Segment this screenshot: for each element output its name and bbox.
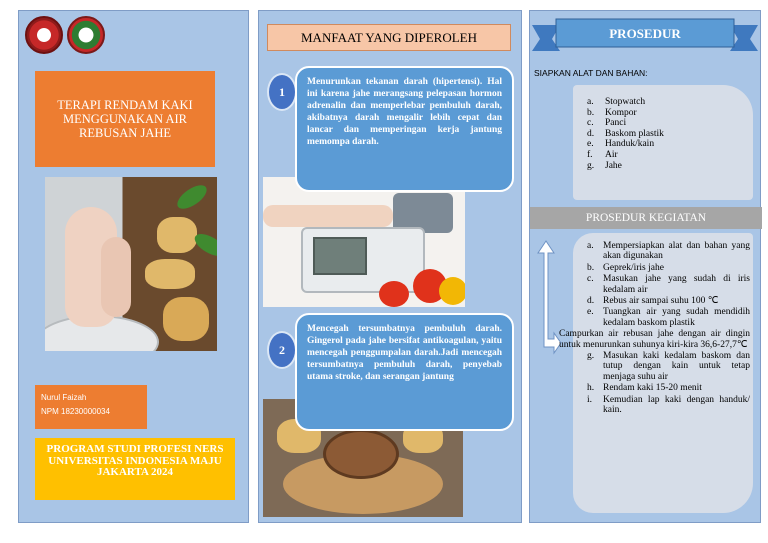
tools-list-item [587, 161, 664, 172]
tools-item-text: Baskom plastik [605, 128, 664, 139]
tools-item-text: Jahe [605, 160, 622, 171]
author-name: Nurul Faizah [41, 393, 87, 402]
panel-procedure [529, 10, 761, 523]
nursing-logo-icon [67, 16, 105, 54]
ginger-root [163, 297, 209, 341]
activity-step-letter: a. [587, 241, 594, 251]
tools-item-text: Handuk/kain [605, 139, 655, 150]
activity-step-letter: b. [587, 262, 595, 273]
activity-step [587, 274, 750, 295]
author-box [35, 385, 147, 429]
blood-pressure-photo [263, 177, 465, 307]
activity-step-text: Masukan jahe yang sudah di iris kedalam air [603, 274, 750, 295]
ginger-bowl [323, 429, 399, 479]
benefits-heading: MANFAAT YANG DIPEROLEH [267, 24, 511, 51]
ginger-slice [157, 217, 197, 253]
bp-screen [313, 237, 367, 275]
tools-item-text: Panci [605, 118, 627, 129]
activity-step-text: Geprek/iris jahe [603, 262, 664, 273]
tools-list-item [587, 118, 664, 129]
tools-item-letter: e. [587, 139, 594, 150]
arm [263, 205, 393, 227]
activity-step [587, 383, 750, 393]
activity-step-mix: Campurkan air rebusan jahe dengan air dingin untuk menurunkan suhunya kiri-kira 36,6-27,7℃ [559, 329, 750, 350]
tools-item-letter: c. [587, 118, 594, 129]
benefit-number-1: 1 [267, 73, 297, 111]
tools-list-item [587, 108, 664, 119]
activity-step-letter: e. [587, 307, 594, 318]
activity-step [587, 395, 750, 416]
author-npm: NPM 18230000034 [41, 407, 110, 416]
panel-cover [18, 10, 249, 523]
program-box: PROGRAM STUDI PROFESI NERS UNIVERSITAS INDONESIA MAJU JAKARTA 2024 [35, 438, 235, 500]
activity-step [587, 241, 750, 262]
activity-step [587, 307, 750, 328]
activity-step-letter: g. [587, 351, 595, 362]
benefit-number-2: 2 [267, 331, 297, 369]
activity-step-letter: c. [587, 274, 594, 285]
tomato [379, 281, 409, 307]
tools-list-item [587, 129, 664, 140]
tools-list-item [587, 150, 664, 161]
activity-step-letter: h. [587, 383, 595, 394]
activity-step [587, 351, 750, 382]
activities-list [559, 241, 750, 417]
tools-item-text: Kompor [605, 107, 637, 118]
tools-item-letter: b. [587, 107, 595, 118]
tools-list-item [587, 139, 664, 150]
panel-benefits [258, 10, 522, 523]
tools-list [587, 97, 664, 171]
activity-step-text: Masukan kaki kedalam baskom dan tutup dengan kain untuk tetap menjaga suhu air [603, 351, 750, 382]
activity-step-letter: i. [587, 394, 593, 405]
tools-item-letter: g. [587, 160, 595, 171]
pepper [439, 277, 465, 305]
university-logo-icon [25, 16, 63, 54]
benefit-1-text: Menurunkan tekanan darah (hipertensi). Hal ini karena jahe merangsang pelepasan hormon adrenalin dan memperlebar pembuluh darah, akibatnya darah mengalir lebih cepat dan lancar dan memperingan kerja jantung memompa darah. [295, 66, 514, 192]
tools-item-letter: f. [587, 149, 593, 160]
activity-step [587, 296, 750, 306]
activity-step-text: Rebus air sampai suhu 100 ℃ [603, 296, 719, 307]
activities-heading: PROSEDUR KEGIATAN [530, 207, 762, 229]
ginger-slice [145, 259, 195, 289]
tools-heading: SIAPKAN ALAT DAN BAHAN: [534, 68, 648, 78]
activity-step-letter: d. [587, 296, 595, 307]
tools-list-item [587, 97, 664, 108]
activity-step [587, 263, 750, 273]
tools-item-text: Stopwatch [605, 97, 646, 107]
activity-step-text: Kemudian lap kaki dengan handuk/ kain. [603, 394, 750, 416]
foot-right [101, 237, 131, 317]
leaflet-title: TERAPI RENDAM KAKI MENGGUNAKAN AIR REBUSAN JAHE [35, 71, 215, 167]
foot-soak-photo [45, 177, 217, 351]
procedure-banner [530, 17, 760, 57]
tools-item-letter: a. [587, 97, 594, 107]
benefit-2-text: Mencegah tersumbatnya pembuluh darah. Gingerol pada jahe bersifat antikoagulan, yaitu mencegah penggumpalan darah.Jadi mencegah tersumbatnya pembuluh darah, penyebab utama stroke, dan serangan jantung [295, 313, 514, 431]
leaf [173, 181, 210, 214]
activity-step-text: Rendam kaki 15-20 menit [603, 383, 702, 394]
activity-step-text: Mempersiapkan alat dan bahan yang akan digunakan [603, 241, 750, 262]
tools-item-letter: d. [587, 128, 595, 139]
bp-monitor [301, 227, 425, 293]
activity-step-text: Tuangkan air yang sudah mendidih kedalam baskom plastik [603, 307, 750, 328]
tools-item-text: Air [605, 149, 618, 160]
procedure-banner-label: PROSEDUR [609, 26, 681, 41]
